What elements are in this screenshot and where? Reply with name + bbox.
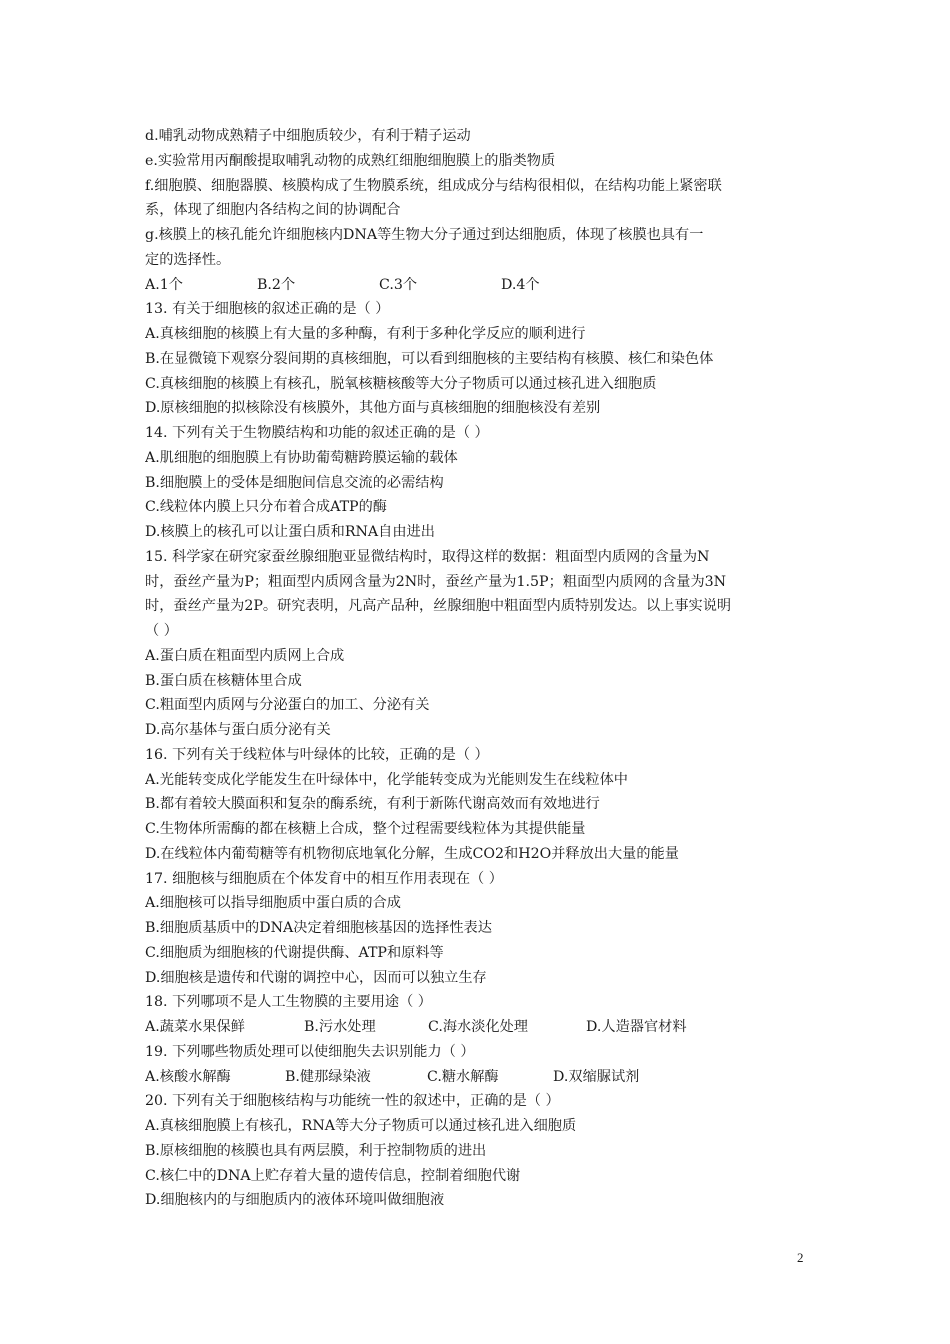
question-20: 20. 下列有关于细胞核结构与功能统一性的叙述中，正确的是（ ） bbox=[145, 1093, 560, 1110]
text-line: D.原核细胞的拟核除没有核膜外，其他方面与真核细胞的细胞核没有差别 bbox=[145, 400, 601, 417]
question-18: 18. 下列哪项不是人工生物膜的主要用途（ ） bbox=[145, 994, 432, 1011]
text-line: C.细胞质为细胞核的代谢提供酶、ATP和原料等 bbox=[145, 944, 444, 961]
option-d: D.双缩脲试剂 bbox=[553, 1068, 640, 1085]
question-16: 16. 下列有关于线粒体与叶绿体的比较，正确的是（ ） bbox=[145, 746, 489, 763]
text-line: g.核膜上的核孔能允许细胞核内DNA等生物大分子通过到达细胞质，体现了核膜也具有一 bbox=[145, 227, 704, 243]
text-line: D.细胞核是遗传和代谢的调控中心，因而可以独立生存 bbox=[145, 969, 487, 986]
text-line: C.粗面型内质网与分泌蛋白的加工、分泌有关 bbox=[145, 697, 430, 714]
question-13: 13. 有关于细胞核的叙述正确的是（ ） bbox=[145, 301, 390, 318]
option-c: C.海水淡化处理 bbox=[428, 1019, 528, 1035]
text-line: 系，体现了细胞内各结构之间的协调配合 bbox=[145, 202, 401, 219]
q18-options bbox=[145, 1015, 813, 1040]
text-line: e.实验常用丙酮酸提取哺乳动物的成熟红细胞细胞膜上的脂类物质 bbox=[145, 152, 556, 169]
text-line: C.真核细胞的核膜上有核孔，脱氧核糖核酸等大分子物质可以通过核孔进入细胞质 bbox=[145, 375, 657, 392]
text-line: C.生物体所需酶的都在核糖上合成，整个过程需要线粒体为其提供能量 bbox=[145, 821, 586, 837]
text-line: 时，蚕丝产量为P；粗面型内质网含量为2N时，蚕丝产量为1.5P；粗面型内质网的含量为3N bbox=[145, 573, 727, 590]
text-line: A.光能转变成化学能发生在叶绿体中，化学能转变成为光能则发生在线粒体中 bbox=[145, 771, 628, 788]
option-d: D.4个 bbox=[501, 276, 540, 293]
text-line: D.高尔基体与蛋白质分泌有关 bbox=[145, 722, 331, 738]
option-a: A.核酸水解酶 bbox=[145, 1068, 231, 1085]
text-line: D.在线粒体内葡萄糖等有机物彻底地氧化分解，生成CO2和H2O并释放出大量的能量 bbox=[145, 845, 679, 862]
option-b: B.污水处理 bbox=[304, 1019, 376, 1035]
q12-options bbox=[145, 273, 813, 298]
question-17: 17. 细胞核与细胞质在个体发育中的相互作用表现在（ ） bbox=[145, 870, 503, 887]
option-b: B.健那绿染液 bbox=[285, 1068, 371, 1085]
text-line: A.细胞核可以指导细胞质中蛋白质的合成 bbox=[145, 895, 401, 912]
text-line: f.细胞膜、细胞器膜、核膜构成了生物膜系统，组成成分与结构很相似，在结构功能上紧密联 bbox=[145, 177, 722, 194]
text-line: D.细胞核内的与细胞质内的液体环境叫做细胞液 bbox=[145, 1192, 445, 1209]
text-line: 定的选择性。 bbox=[145, 251, 231, 268]
text-line: D.核膜上的核孔可以让蛋白质和RNA自由进出 bbox=[145, 524, 435, 540]
text-line: d.哺乳动物成熟精子中细胞质较少，有利于精子运动 bbox=[145, 128, 471, 144]
text-line: 时，蚕丝产量为2P。研究表明，凡高产品种，丝腺细胞中粗面型内质特别发达。以上事实说明 bbox=[145, 598, 732, 615]
text-line: B.都有着较大膜面积和复杂的酶系统，有利于新陈代谢高效而有效地进行 bbox=[145, 796, 600, 813]
document-body bbox=[145, 124, 813, 1213]
option-d: D.人造器官材料 bbox=[586, 1019, 687, 1035]
text-line: B.细胞质基质中的DNA决定着细胞核基因的选择性表达 bbox=[145, 920, 492, 936]
text-line: A.真核细胞的核膜上有大量的多种酶，有利于多种化学反应的顺利进行 bbox=[145, 326, 586, 342]
option-b: B.2个 bbox=[257, 276, 296, 293]
text-line: A.肌细胞的细胞膜上有协助葡萄糖跨膜运输的载体 bbox=[145, 449, 458, 466]
question-15: 15. 科学家在研究家蚕丝腺细胞亚显微结构时，取得这样的数据：粗面型内质网的含量为N bbox=[145, 548, 710, 565]
option-c: C.3个 bbox=[379, 276, 418, 293]
text-line: B.细胞膜上的受体是细胞间信息交流的必需结构 bbox=[145, 474, 444, 491]
text-line: A.蛋白质在粗面型内质网上合成 bbox=[145, 647, 345, 664]
q19-options bbox=[145, 1065, 813, 1090]
text-line: B.原核细胞的核膜也具有两层膜，利于控制物质的进出 bbox=[145, 1142, 487, 1159]
question-14: 14. 下列有关于生物膜结构和功能的叙述正确的是（ ） bbox=[145, 425, 489, 441]
option-c: C.糖水解酶 bbox=[427, 1068, 499, 1085]
text-line: B.在显微镜下观察分裂间期的真核细胞，可以看到细胞核的主要结构有核膜、核仁和染色体 bbox=[145, 350, 714, 367]
text-line: A.真核细胞膜上有核孔，RNA等大分子物质可以通过核孔进入细胞质 bbox=[145, 1118, 577, 1134]
question-19: 19. 下列哪些物质处理可以使细胞失去识别能力（ ） bbox=[145, 1043, 475, 1060]
text-line: C.核仁中的DNA上贮存着大量的遗传信息，控制着细胞代谢 bbox=[145, 1167, 521, 1184]
text-line: B.蛋白质在核糖体里合成 bbox=[145, 672, 302, 689]
text-line: （ ） bbox=[145, 623, 178, 639]
page-number: 2 bbox=[797, 1250, 804, 1265]
option-a: A.蔬菜水果保鲜 bbox=[145, 1019, 245, 1035]
text-line: C.线粒体内膜上只分布着合成ATP的酶 bbox=[145, 499, 387, 516]
option-a: A.1个 bbox=[145, 276, 183, 293]
